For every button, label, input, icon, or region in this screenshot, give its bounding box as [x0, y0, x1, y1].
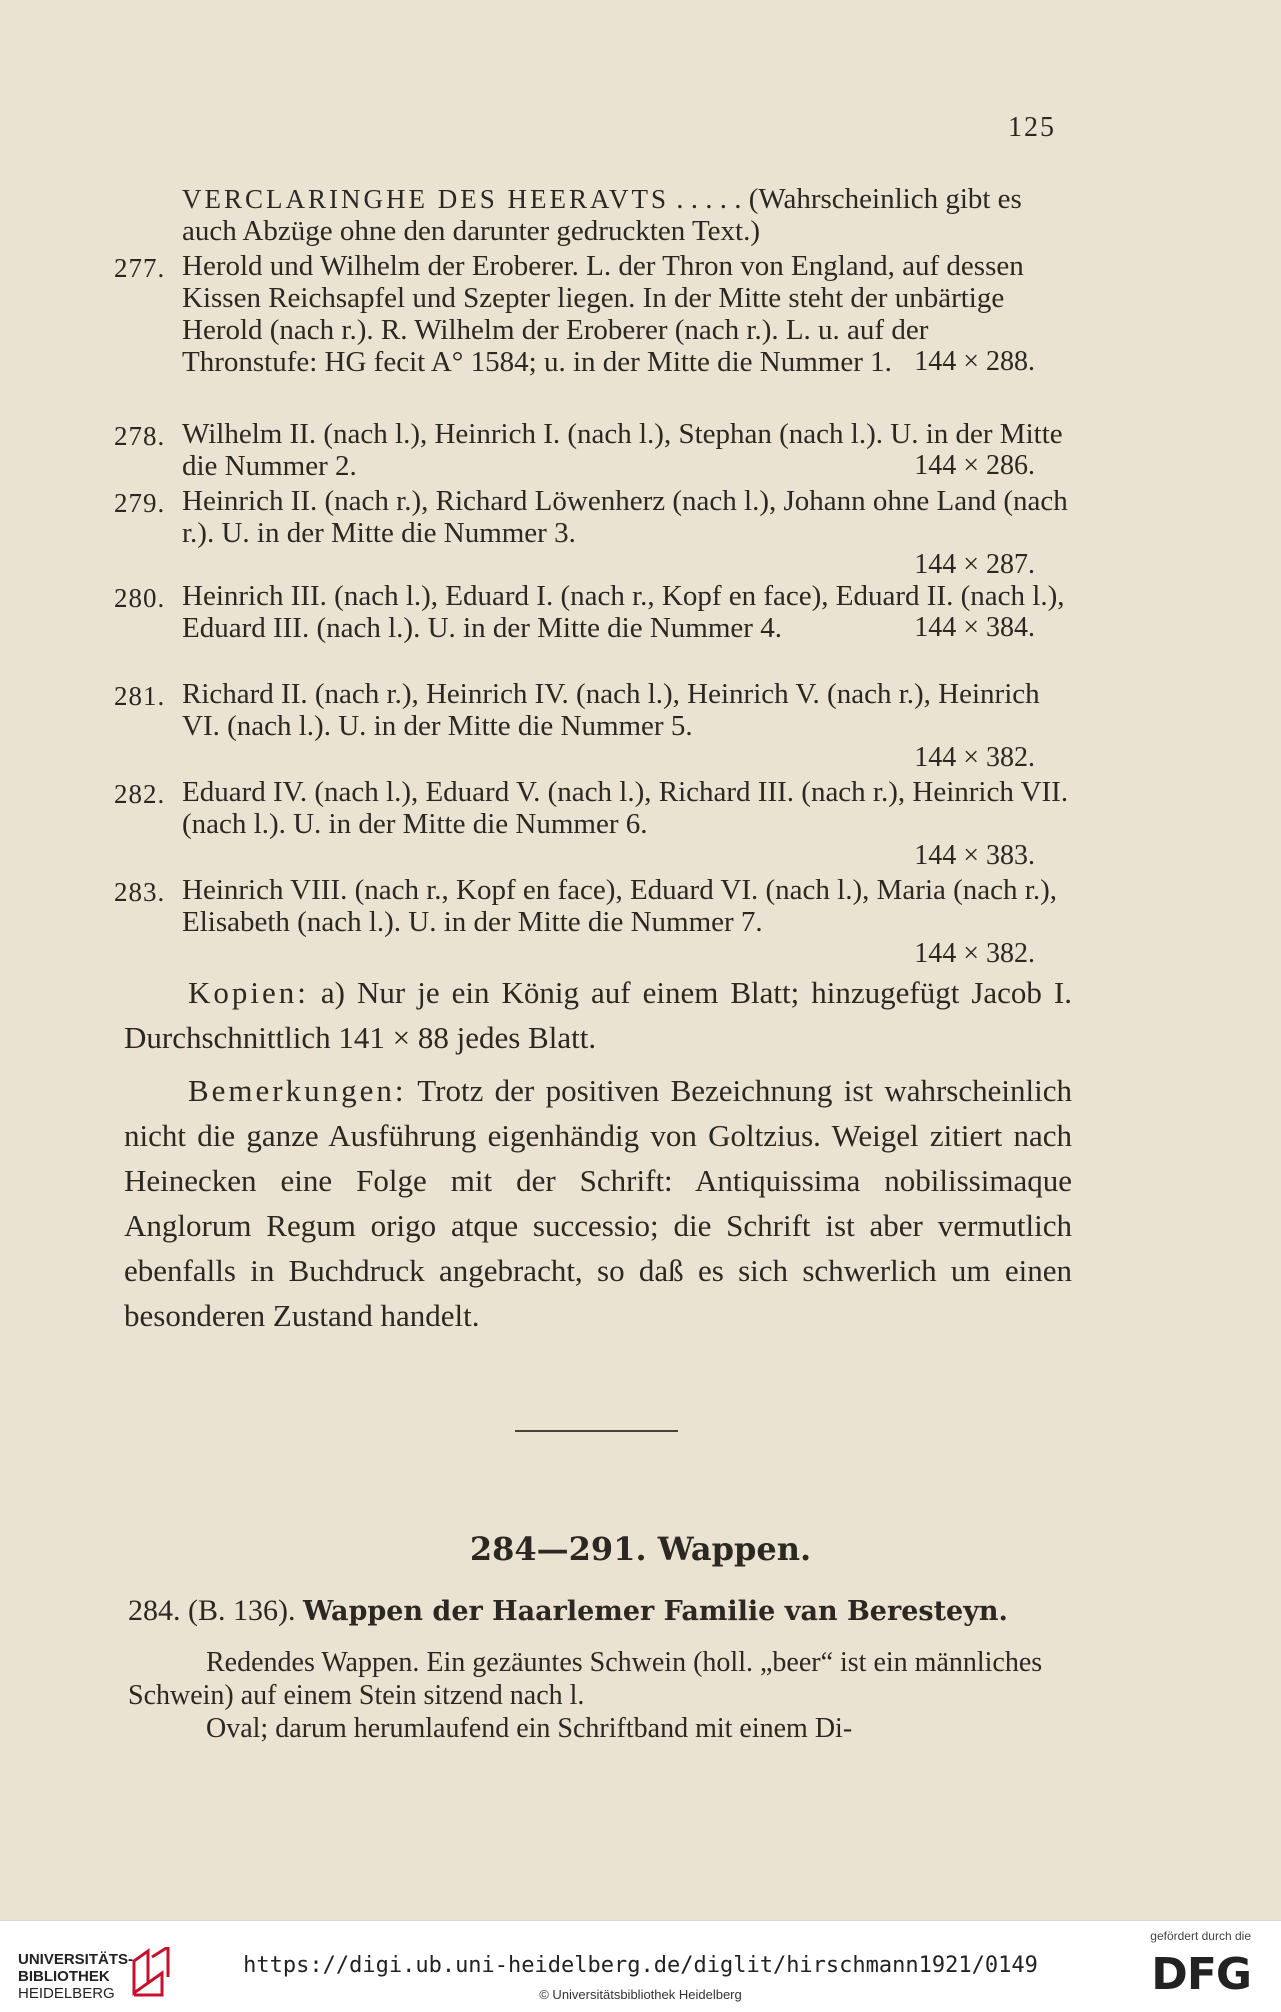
kopien-paragraph — [124, 970, 1072, 1060]
verclaringhe-caps: VERCLARINGHE DES HEERAVTS — [182, 184, 670, 214]
catalog-entry-277 — [110, 250, 1070, 378]
entry-number: 279. — [114, 488, 166, 518]
entry-number: 282. — [114, 779, 166, 809]
library-line-1: UNIVERSITÄTS- — [18, 1951, 134, 1968]
entry-284-body — [128, 1646, 1078, 1745]
entry-dimensions: 144 × 382. — [914, 938, 1035, 969]
section-divider — [515, 1430, 678, 1432]
entry-text: Eduard IV. (nach l.), Eduard V. (nach l.), Richard III. (nach r.), Heinrich VII. (nach l.). U. in der Mitte die Nummer 6. — [182, 776, 1069, 840]
entry-number: 277. — [114, 253, 166, 283]
entry-number: 284. — [128, 1594, 181, 1627]
funding-label: gefördert durch die — [1150, 1929, 1251, 1943]
permalink-url[interactable]: https://digi.ub.uni-heidelberg.de/diglit/hirschmann1921/0149 — [243, 1953, 1038, 1978]
page-number: 125 — [1008, 112, 1056, 143]
entry-reference: (B. 136). — [188, 1594, 296, 1627]
catalog-entry-283 — [110, 874, 1070, 970]
dfg-logo[interactable]: DFG — [1151, 1949, 1251, 2000]
entry-dimensions: 144 × 384. — [914, 612, 1035, 643]
kopien-text: a) Nur je ein König auf einem Blatt; hinzugefügt Jacob I. Durchschnittlich 141 × 88 jedes Blatt. — [124, 975, 1072, 1055]
bemerkungen-paragraph — [124, 1068, 1072, 1338]
entry-number: 280. — [114, 583, 166, 613]
catalog-entry-281 — [110, 678, 1070, 774]
entry-dimensions: 144 × 288. — [914, 346, 1035, 377]
entry-dimensions: 144 × 287. — [914, 549, 1035, 580]
entry-title: Wappen der Haarlemer Familie van Beresteyn. — [303, 1596, 1008, 1627]
entry-text: Heinrich II. (nach r.), Richard Löwenherz (nach l.), Johann ohne Land (nach r.). U. in der Mitte die Nummer 3. — [182, 485, 1068, 549]
entry-text: Heinrich III. (nach l.), Eduard I. (nach r., Kopf en face), Eduard II. (nach l.), Eduard III. (nach l.). U. in der Mitte die Nummer 4. — [182, 580, 1065, 644]
entry-text: Wilhelm II. (nach l.), Heinrich I. (nach l.), Stephan (nach l.). U. in der Mitte die Nummer 2. — [182, 418, 1063, 482]
entry-text: Herold und Wilhelm der Eroberer. L. der Thron von England, auf dessen Kissen Reichsapfel und Szepter liegen. In der Mitte steht der unbärtige Herold (nach r.). R. Wilhelm der Eroberer (nach r.). L. u. auf der Thronstufe: HG fecit A° 1584; u. in der Mitte die Nummer 1. — [182, 250, 1024, 378]
catalog-entry-280 — [110, 580, 1070, 644]
verclaringhe-note — [182, 183, 1072, 247]
bemerkungen-text: Trotz der positiven Bezeichnung ist wahrscheinlich nicht die ganze Ausführung eigenhändig von Goltzius. Weigel zitiert nach Heinecken eine Folge mit der Schrift: Antiquissima nobilissimaque Anglorum Regum origo atque successio; die Schrift ist aber vermutlich ebenfalls in Buchdruck angebracht, so daß es sich schwerlich um einen besonderen Zustand handelt. — [124, 1073, 1072, 1333]
entry-284-heading — [128, 1593, 1078, 1630]
entry-284-paragraph-1: Redendes Wappen. Ein gezäuntes Schwein (holl. „beer“ ist ein männliches Schwein) auf einem Stein sitzend nach l. — [128, 1647, 1043, 1711]
entry-number: 281. — [114, 681, 166, 711]
entry-number: 278. — [114, 421, 166, 451]
catalog-entry-279 — [110, 485, 1070, 581]
catalog-entry-282 — [110, 776, 1070, 872]
bemerkungen-label: Bemerkungen: — [188, 1073, 407, 1108]
kopien-label: Kopien: — [188, 975, 309, 1010]
entry-number: 283. — [114, 877, 166, 907]
entry-284-paragraph-2: Oval; darum herumlaufend ein Schriftband mit einem Di- — [206, 1713, 853, 1744]
section-title: 284—291. Wappen. — [469, 1530, 812, 1568]
catalog-entry-278 — [110, 418, 1070, 482]
copyright-notice: © Universitätsbibliothek Heidelberg — [539, 1987, 742, 2002]
library-line-2: BIBLIOTHEK — [18, 1968, 110, 1985]
viewer-footer — [0, 1920, 1281, 2012]
entry-dimensions: 144 × 286. — [914, 450, 1035, 481]
entry-text: Richard II. (nach r.), Heinrich IV. (nach l.), Heinrich V. (nach r.), Heinrich VI. (nach l.). U. in der Mitte die Nummer 5. — [182, 678, 1040, 742]
verclaringhe-text: . . . . . (Wahrscheinlich gibt es auch Abzüge ohne den darunter gedruckten Text.) — [182, 183, 1022, 247]
entry-text: Heinrich VIII. (nach r., Kopf en face), Eduard VI. (nach l.), Maria (nach r.), Elisabeth (nach l.). U. in der Mitte die Nummer 7. — [182, 874, 1057, 938]
entry-dimensions: 144 × 383. — [914, 840, 1035, 871]
entry-dimensions: 144 × 382. — [914, 742, 1035, 773]
library-line-3: HEIDELBERG — [18, 1985, 115, 2002]
